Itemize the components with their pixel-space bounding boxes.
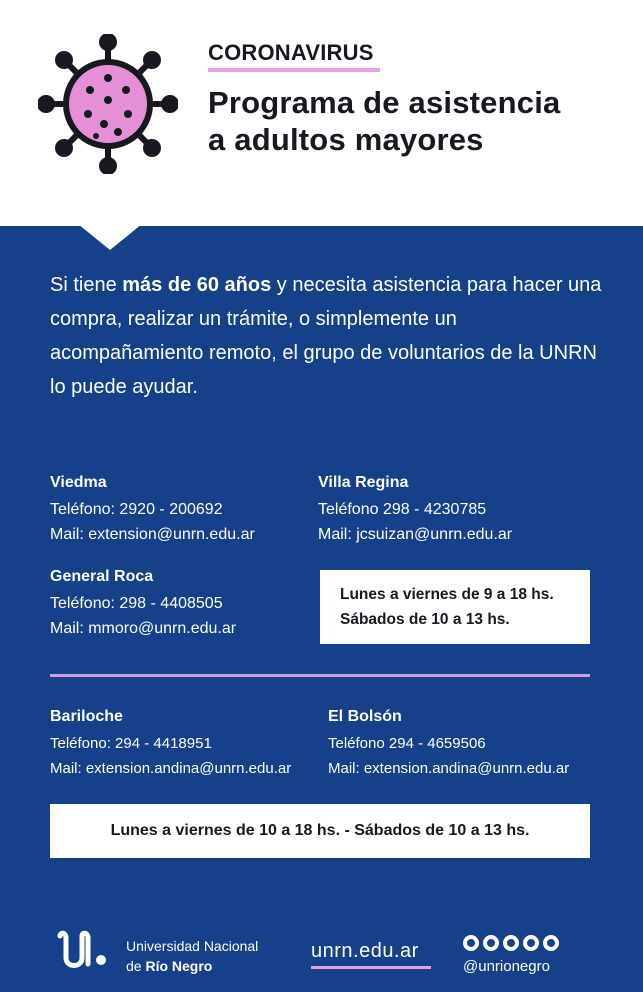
office-el-bolson bbox=[328, 704, 569, 781]
office-mail: Mail: jcsuizan@unrn.edu.ar bbox=[318, 526, 513, 543]
office-name: El Bolsón bbox=[328, 708, 402, 725]
hours-weekdays: Lunes a viernes de 9 a 18 hs. bbox=[340, 586, 554, 603]
title-line-2: a adultos mayores bbox=[208, 122, 484, 157]
hours-saturdays: Sábados de 10 a 13 hs. bbox=[340, 611, 510, 628]
intro-paragraph bbox=[50, 268, 610, 404]
website-underline bbox=[311, 966, 431, 969]
section-divider bbox=[50, 674, 590, 677]
speech-notch bbox=[78, 224, 142, 250]
university-name bbox=[126, 936, 258, 976]
office-bariloche bbox=[50, 704, 291, 781]
kicker-underline bbox=[208, 68, 380, 72]
office-phone: Teléfono: 298 - 4408505 bbox=[50, 595, 223, 612]
office-mail: Mail: mmoro@unrn.edu.ar bbox=[50, 620, 237, 637]
intro-highlight: más de 60 años bbox=[122, 274, 272, 296]
coronavirus-icon bbox=[38, 34, 178, 174]
office-general-roca bbox=[50, 564, 236, 641]
office-mail: Mail: extension@unrn.edu.ar bbox=[50, 526, 255, 543]
office-viedma bbox=[50, 470, 255, 547]
facebook-icon[interactable] bbox=[463, 935, 479, 951]
title-line-1: Programa de asistencia bbox=[208, 85, 561, 120]
intro-part-1: Si tiene bbox=[50, 274, 123, 296]
header bbox=[0, 0, 643, 226]
office-phone: Teléfono: 2920 - 200692 bbox=[50, 501, 223, 518]
instagram-icon[interactable] bbox=[483, 935, 499, 951]
office-villa-regina bbox=[318, 470, 512, 547]
office-phone: Teléfono 294 - 4659506 bbox=[328, 735, 486, 752]
page-title bbox=[208, 84, 560, 158]
office-phone: Teléfono: 294 - 4418951 bbox=[50, 735, 212, 752]
uni-name-bold: Río Negro bbox=[145, 958, 213, 974]
linkedin-icon[interactable] bbox=[523, 935, 539, 951]
youtube-icon[interactable] bbox=[543, 935, 559, 951]
social-icons bbox=[463, 935, 559, 951]
twitter-icon[interactable] bbox=[503, 935, 519, 951]
office-name: Bariloche bbox=[50, 708, 123, 725]
office-name: Viedma bbox=[50, 474, 107, 491]
intro-part-2: y necesita asistencia para hacer una compra, realizar un trámite, o simplemente un acompañamiento remoto, el grupo de voluntarios de la UNRN lo puede ayudar. bbox=[50, 274, 602, 398]
website-link[interactable]: unrn.edu.ar bbox=[311, 940, 419, 962]
office-mail: Mail: extension.andina@unrn.edu.ar bbox=[50, 760, 292, 777]
uni-name-prefix: de bbox=[126, 958, 146, 974]
office-phone: Teléfono 298 - 4230785 bbox=[318, 501, 487, 518]
social-handle[interactable]: @unrionegro bbox=[463, 958, 550, 975]
unrn-logo-icon bbox=[52, 928, 110, 974]
office-name: Villa Regina bbox=[318, 474, 409, 491]
office-name: General Roca bbox=[50, 568, 154, 585]
hours-box-andina: Lunes a viernes de 10 a 18 hs. - Sábados de 10 a 13 hs. bbox=[50, 804, 590, 858]
uni-name-line-1: Universidad Nacional bbox=[126, 938, 259, 954]
hours-box-north bbox=[320, 570, 590, 644]
kicker-label: CORONAVIRUS bbox=[208, 40, 374, 65]
office-mail: Mail: extension.andina@unrn.edu.ar bbox=[328, 760, 570, 777]
